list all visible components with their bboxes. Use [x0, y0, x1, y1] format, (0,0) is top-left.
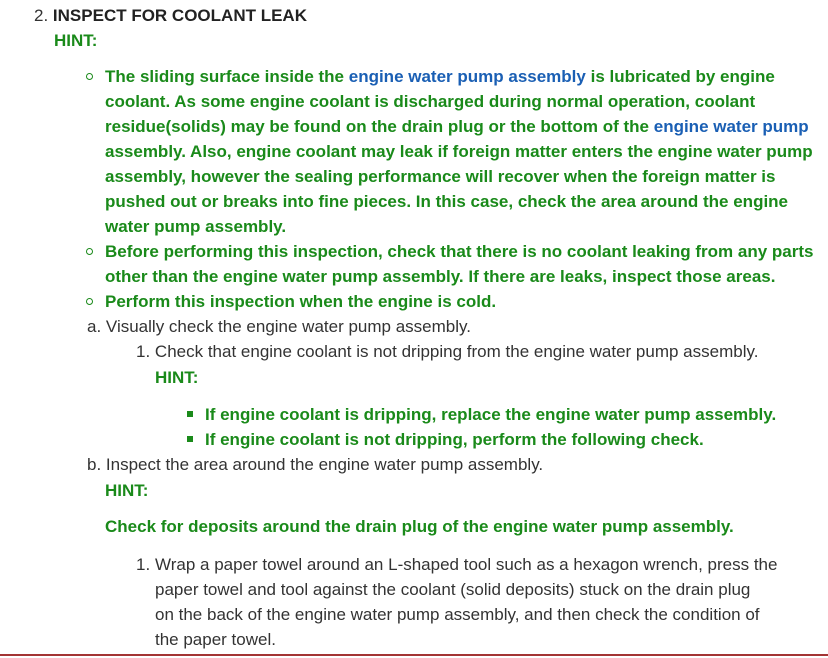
- hint-bullet-line: other than the engine water pump assembly. If there are leaks, inspect those areas.: [105, 267, 776, 286]
- square-bullet-icon: [187, 411, 193, 417]
- substep-text-line: on the back of the engine water pump assembly, and then check the condition of: [155, 605, 760, 624]
- bottom-divider: [0, 654, 828, 656]
- hint-bullet-line: If engine coolant is dripping, replace the engine water pump assembly.: [205, 405, 777, 424]
- hint-bullet-line: water pump assembly.: [105, 217, 287, 236]
- hint-bullet-line: assembly. Also, engine coolant may leak if foreign matter enters the engine water pump: [105, 142, 813, 161]
- substep-marker: a.: [87, 317, 102, 336]
- step-heading: [34, 4, 307, 28]
- substep-text-line: paper towel and tool against the coolant (solid deposits) stuck on the drain plug: [155, 580, 751, 599]
- hint-bullet-line: The sliding surface inside the engine water pump assembly is lubricated by engine: [105, 67, 775, 86]
- substep-marker: 1.: [136, 555, 151, 574]
- hint-label: HINT:: [54, 31, 98, 50]
- circle-bullet-icon: [86, 298, 93, 305]
- step-number: 2.: [34, 6, 49, 25]
- substep-marker: 1.: [136, 342, 151, 361]
- step-title: INSPECT FOR COOLANT LEAK: [52, 6, 307, 25]
- substep-text: Check that engine coolant is not dripping from the engine water pump assembly.: [154, 342, 759, 361]
- substep-a: [87, 315, 471, 339]
- substep-b: [87, 453, 543, 477]
- hint-label: HINT:: [155, 368, 199, 387]
- hint-bullet-line: residue(solids) may be found on the drain plug or the bottom of the engine water pump: [105, 117, 809, 136]
- hint-text: Check for deposits around the drain plug of the engine water pump assembly.: [105, 517, 734, 536]
- engine-water-pump-link[interactable]: engine water pump assembly: [348, 67, 586, 86]
- circle-bullet-icon: [86, 73, 93, 80]
- square-bullet-icon: [187, 436, 193, 442]
- hint-bullet-line: If engine coolant is not dripping, perform the following check.: [205, 430, 704, 449]
- hint-label: HINT:: [105, 481, 149, 500]
- substep-a-1: [136, 340, 758, 364]
- substep-marker: b.: [87, 455, 102, 474]
- hint-bullet-line: pushed out or breaks into fine pieces. In this case, check the area around the engine: [105, 192, 789, 211]
- hint-bullet-line: Before performing this inspection, check that there is no coolant leaking from any parts: [105, 242, 814, 261]
- hint-bullet-line: coolant. As some engine coolant is discharged during normal operation, coolant: [105, 92, 756, 111]
- substep-text: Inspect the area around the engine water pump assembly.: [105, 455, 544, 474]
- substep-text-line: the paper towel.: [155, 630, 276, 649]
- hint-bullet-line: assembly, however the sealing performance will recover when the foreign matter is: [105, 167, 776, 186]
- hint-bullet-line: Perform this inspection when the engine is cold.: [105, 292, 497, 311]
- substep-text-line: Wrap a paper towel around an L-shaped tool such as a hexagon wrench, press the: [155, 555, 778, 574]
- circle-bullet-icon: [86, 248, 93, 255]
- engine-water-pump-link[interactable]: engine water pump: [653, 117, 809, 136]
- substep-text: Visually check the engine water pump assembly.: [105, 317, 471, 336]
